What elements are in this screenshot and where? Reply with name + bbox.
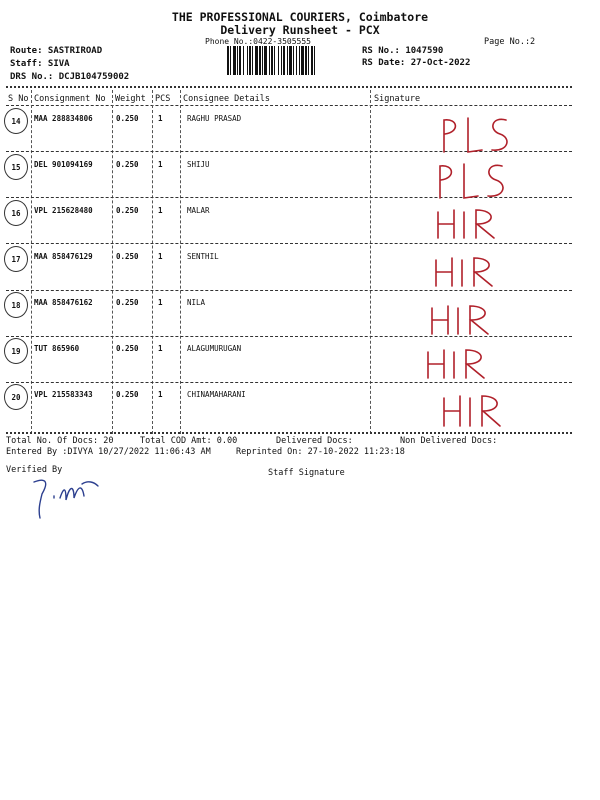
col-header-pcs: PCS (155, 94, 171, 104)
barcode-bar (230, 46, 231, 75)
col-header-consignment: Consignment No (34, 94, 106, 104)
entered-by: Entered By :DIVYA 10/27/2022 11:06:43 AM (6, 447, 211, 457)
barcode-bar (262, 46, 263, 75)
barcode-bar (239, 46, 241, 75)
pieces: 1 (158, 252, 163, 261)
non-delivered-docs: Non Delivered Docs: (400, 436, 498, 446)
barcode-bar (308, 46, 309, 75)
barcode-bar (252, 46, 253, 75)
consignee-name: RAGHU PRASAD (187, 114, 242, 123)
serial-number: 15 (4, 154, 28, 180)
signature-hir (424, 300, 504, 338)
signature-hir (428, 252, 508, 290)
consignee-name: SENTHIL (187, 252, 219, 261)
delivered-docs: Delivered Docs: (276, 436, 353, 446)
row-divider (6, 290, 572, 291)
header-rule (6, 105, 572, 106)
consignment-number: MAA 288834806 (34, 114, 93, 123)
rs-number: RS No.: 1047590 (362, 46, 444, 56)
consignment-number: MAA 858476162 (34, 298, 93, 307)
consignment-number: TUT 865960 (34, 344, 80, 353)
barcode-bar (281, 46, 282, 75)
barcode-bar (311, 46, 313, 75)
barcode-bar (227, 46, 229, 75)
serial-number: 16 (4, 200, 28, 226)
staff-signature-label: Staff Signature (268, 468, 345, 478)
barcode-bar (247, 46, 248, 75)
barcode-bar (237, 46, 238, 75)
barcode-bar (293, 46, 294, 75)
verified-by-label: Verified By (6, 465, 63, 475)
signature-hir (420, 344, 500, 382)
consignment-number: DEL 901094169 (34, 160, 93, 169)
weight: 0.250 (116, 252, 139, 261)
pieces: 1 (158, 344, 163, 353)
serial-number: 17 (4, 246, 28, 272)
row-divider (6, 382, 572, 383)
serial-number: 14 (4, 108, 28, 134)
barcode-bar (283, 46, 285, 75)
weight: 0.250 (116, 390, 139, 399)
weight: 0.250 (116, 160, 139, 169)
consignee-name: ALAGUMURUGAN (187, 344, 242, 353)
drs-number: DRS No.: DCJB104759002 (10, 72, 130, 82)
barcode-bar (271, 46, 273, 75)
rs-date: RS Date: 27-Oct-2022 (362, 58, 471, 68)
serial-number: 18 (4, 292, 28, 318)
barcode-bar (269, 46, 270, 75)
weight: 0.250 (116, 298, 139, 307)
barcode-bar (299, 46, 300, 75)
staff-label: Staff: SIVA (10, 59, 70, 69)
col-header-weight: Weight (115, 94, 146, 104)
barcode-bar (287, 46, 288, 75)
barcode-bar (259, 46, 261, 75)
barcode-bar (305, 46, 307, 75)
signature-pls (430, 112, 520, 156)
signature-hir (430, 204, 510, 242)
consignee-name: CHINAMAHARANI (187, 390, 246, 399)
total-cod: Total COD Amt: 0.00 (140, 436, 238, 446)
pieces: 1 (158, 160, 163, 169)
barcode-bar (249, 46, 251, 75)
consignee-name: SHIJU (187, 160, 210, 169)
page-number: Page No.:2 (484, 37, 536, 47)
col-header-sno: S No (8, 94, 29, 104)
verified-signature (30, 474, 100, 520)
col-header-signature: Signature (374, 94, 421, 104)
consignee-name: MALAR (187, 206, 210, 215)
barcode-bar (243, 46, 244, 75)
consignment-number: VPL 215628480 (34, 206, 93, 215)
barcode-bar (278, 46, 279, 75)
reprinted-on: Reprinted On: 27-10-2022 11:23:18 (236, 447, 405, 457)
pieces: 1 (158, 390, 163, 399)
barcode-bar (274, 46, 275, 75)
pieces: 1 (158, 206, 163, 215)
weight: 0.250 (116, 114, 139, 123)
route-label: Route: SASTRIROAD (10, 46, 103, 56)
barcode-bar (233, 46, 236, 75)
table-top-rule (6, 86, 572, 88)
consignment-number: MAA 858476129 (34, 252, 93, 261)
phone-number: Phone No.:0422-3505555 (205, 37, 311, 46)
consignee-name: NILA (187, 298, 206, 307)
barcode-bar (255, 46, 258, 75)
barcode-bar (296, 46, 297, 75)
company-title: THE PROFESSIONAL COURIERS, Coimbatore (171, 10, 429, 24)
serial-number: 19 (4, 338, 28, 364)
consignment-number: VPL 215583343 (34, 390, 93, 399)
serial-number: 20 (4, 384, 28, 410)
weight: 0.250 (116, 344, 139, 353)
barcode-bar (301, 46, 304, 75)
col-header-consignee: Consignee Details (183, 94, 270, 104)
signature-pls (428, 158, 518, 202)
pieces: 1 (158, 114, 163, 123)
total-docs: Total No. Of Docs: 20 (6, 436, 114, 446)
row-divider (6, 243, 572, 244)
table-bottom-rule (6, 432, 572, 434)
document-subtitle: Delivery Runsheet - PCX (220, 23, 380, 37)
barcode-bar (264, 46, 267, 75)
pieces: 1 (158, 298, 163, 307)
barcode-bar (289, 46, 292, 75)
barcode-bar (314, 46, 315, 75)
barcode (227, 46, 355, 75)
signature-hir (436, 390, 516, 430)
weight: 0.250 (116, 206, 139, 215)
